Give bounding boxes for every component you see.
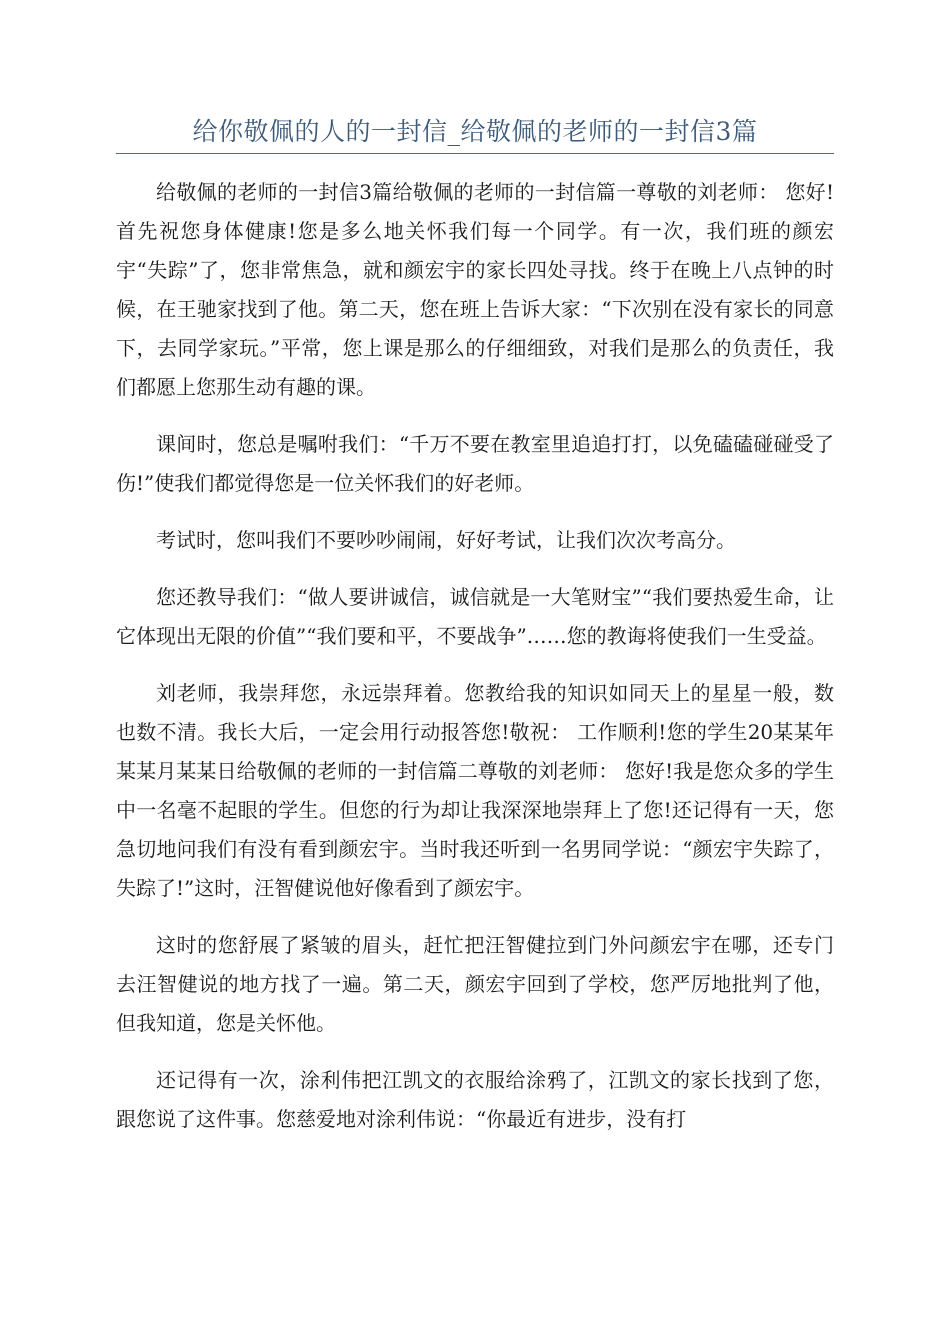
paragraph-4: 您还教导我们：“做人要讲诚信，诚信就是一大笔财宝”“我们要热爱生命，让它体现出无限的价值”“我们要和平，不要战争”……您的教诲将使我们一生受益。 bbox=[116, 585, 834, 648]
title-underline bbox=[116, 153, 834, 154]
paragraph-6: 这时的您舒展了紧皱的眉头，赶忙把汪智健拉到门外问颜宏宇在哪，还专门去汪智健说的地方找了一遍。第二天，颜宏宇回到了学校，您严厉地批判了他，但我知道，您是关怀他。 bbox=[116, 933, 834, 1035]
paragraph-1: 给敬佩的老师的一封信3篇给敬佩的老师的一封信篇一尊敬的刘老师： 您好!首先祝您身体健康!您是多么地关怀我们每一个同学。有一次，我们班的颜宏宇“失踪”了，您非常焦急，就和颜宏宇的家长四处寻找。终于在晚上八点钟的时候，在王驰家找到了他。第二天，您在班上告诉大家：“下次别在没有家长的同意下，去同学家玩。”平常，您上课是那么的仔细细致，对我们是那么的负责任，我们都愿上您那生动有趣的课。 bbox=[116, 180, 834, 399]
paragraph-7: 还记得有一次，涂利伟把江凯文的衣服给涂鸦了，江凯文的家长找到了您，跟您说了这件事。您慈爱地对涂利伟说：“你最近有进步，没有打 bbox=[116, 1068, 834, 1131]
paragraph-2: 课间时，您总是嘱咐我们：“千万不要在教室里追追打打，以免磕磕碰碰受了伤!”使我们都觉得您是一位关怀我们的好老师。 bbox=[116, 432, 834, 495]
paragraph-3: 考试时，您叫我们不要吵吵闹闹，好好考试，让我们次次考高分。 bbox=[156, 528, 736, 552]
document-title: 给你敬佩的人的一封信_给敬佩的老师的一封信3篇 bbox=[192, 117, 758, 146]
document-body bbox=[116, 173, 834, 1157]
paragraph-5: 刘老师，我崇拜您，永远崇拜着。您教给我的知识如同天上的星星一般，数也数不清。我长大后，一定会用行动报答您!敬祝： 工作顺利!您的学生20某某年某某月某某日给敬佩的老师的一封信篇二尊敬的刘老师： 您好!我是您众多的学生中一名毫不起眼的学生。但您的行为却让我深深地崇拜上了您!还记得有一天，您急切地问我们有没有看到颜宏宇。当时我还听到一名男同学说：“颜宏宇失踪了，失踪了!”这时，汪智健说他好像看到了颜宏宇。 bbox=[116, 681, 834, 900]
